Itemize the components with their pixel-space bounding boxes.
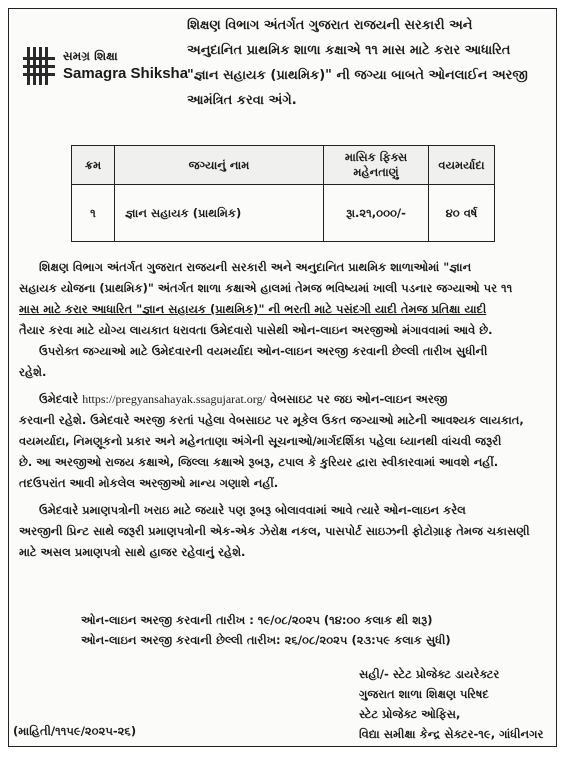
cell-salary: રૂા.૨૧,૦૦૦/- [324, 185, 429, 242]
website-prefix: ઉમેદવારે [39, 392, 79, 406]
title-line: શિક્ષણ વિભાગ અંતર્ગત ગુજરાત રાજયની સરકારી અને [187, 18, 473, 33]
title-line: "જ્ઞાન સહાયક (પ્રાથમિક)" ની જગ્યા બાબતે ઓનલાઈન અરજી [187, 68, 528, 83]
reference-number: (માહિતી/૧૧૫૯/૨૦૨૫-૨૬) [13, 724, 137, 738]
body-line: તૈયાર કરવા માટે યોગ્ય લાયકાત ધરાવતા ઉમેદવારો પાસેથી ઓન-લાઇન અરજીઓ મંગાવવામાં આવે છે. [19, 323, 493, 337]
title-line: આમંત્રિત કરવા અંગે. [187, 93, 297, 108]
body-line: સહાયક યોજના (પ્રાથમિક)" અંતર્ગત શાળા કક્ષાએ હાલમાં તેમજ ભવિષ્યમાં ખાલી પડનાર જગ્યાઓ પર ૧૧ [19, 281, 513, 295]
title-line: અનુદાનિત પ્રાથમિક શાળા કક્ષાએ ૧૧ માસ માટે કરાર આધારિત [187, 43, 511, 58]
cell-sr: ૧ [72, 185, 115, 242]
cell-post: જ્ઞાન સહાયક (પ્રાથમિક) [115, 185, 324, 242]
table-header-row [72, 146, 495, 185]
body-line: રહેશે. [19, 365, 47, 379]
header [9, 9, 556, 137]
samagra-shiksha-logo [19, 45, 189, 101]
signature-line: સહી/- સ્ટેટ પ્રોજેક્ટ ડાયરેક્ટર [359, 667, 500, 681]
logo-mark-icon [23, 45, 59, 89]
table-row [72, 185, 495, 242]
header-salary: માસિક ફિક્સ મહેનતાણું [324, 146, 429, 185]
application-dates [81, 610, 541, 650]
cell-age: ૪૦ વર્ષ [429, 185, 495, 242]
signature-block [359, 664, 549, 744]
header-age: વયમર્યાદા [429, 146, 495, 185]
body-line-website [19, 389, 549, 410]
body-line: તદઉપરાંત આવી મોકલેલ અરજીઓ માન્ય ગણાશે નહીં. [19, 476, 279, 490]
body-line: માસ માટે કરાર આધારિત "જ્ઞાન સહાયક (પ્રાથમિક)" ની ભરતી માટે પસંદગી યાદી તેમજ પ્રતિક્ષા યાદી [19, 302, 487, 316]
body-line: છે. આ અરજીઓ રાજય કક્ષાએ, જિલ્લા કક્ષાએ રૂબરૂ, ટપાલ કે કુરિયર દ્વારા સ્વીકારવામાં આવશે નહીં. [19, 455, 499, 469]
last-date: ઓન-લાઇન અરજી કરવાની છેલ્લી તારીખ: ૨૬/૦૮/૨૦૨૫ (૨૩:૫૯ કલાક સુધી) [81, 633, 451, 647]
body-line: ઉપરોક્ત જગ્યાઓ માટે ઉમેદવારની વયમર્યાદા ઓન-લાઇન અરજી કરવાની છેલ્લી તારીખ સુધીની [39, 344, 488, 358]
posts-table [71, 145, 495, 242]
body-line: શિક્ષણ વિભાગ અંતર્ગત ગુજરાત રાજયની સરકારી અને અનુદાનિત પ્રાથમિક શાળાઓમાં "જ્ઞાન [39, 260, 472, 274]
body-line: વયમર્યાદા, નિમણૂકનો પ્રકાર અને મહેનતાણા અંગેની સૂચનાઓ/માર્ગદર્શિકા પહેલા ધ્યાનથી વાંચવી જરૂરી [19, 434, 502, 448]
body-line: માટે અસલ પ્રમાણપત્રો સાથે હાજર રહેવાનું રહેશે. [19, 545, 246, 559]
header-post: જગ્યાનું નામ [115, 146, 324, 185]
notice-body [19, 257, 549, 563]
body-line: ઉમેદવારે પ્રમાણપત્રોની ખરાઇ માટે જયારે પણ રૂબરૂ બોલાવવામાં આવે ત્યારે ઓન-લાઇન કરેલ [39, 503, 466, 517]
body-line: કરવાની રહેશે. ઉમેદવારે અરજી કરતાં પહેલા વેબસાઇટ પર મૂકેલ ઉકત જગ્યાઓ માટેની આવશ્યક લાયકાત, [19, 413, 524, 427]
website-suffix: વેબસાઇટ પર જઇ ઓન-લાઇન અરજી [269, 392, 448, 406]
signature-line: વિદ્યા સમીક્ષા કેન્દ્ર સેક્ટર-૧૯, ગાંધીનગર [359, 727, 544, 741]
logo-name-english: Samagra Shiksha [63, 65, 189, 82]
logo-name-gujarati: સમગ્ર શિક્ષા [63, 49, 118, 63]
website-link[interactable]: https://pregyansahayak.ssagujarat.org/ [82, 392, 266, 406]
signature-line: ગુજરાત શાળા શિક્ષણ પરિષદ [359, 687, 489, 701]
signature-line: સ્ટેટ પ્રોજેક્ટ ઓફિસ, [359, 707, 461, 721]
advertisement-page [8, 8, 557, 747]
start-date: ઓન-લાઇન અરજી કરવાની તારીખ : ૧૯/૦૮/૨૦૨૫ (૧૪:૦૦ કલાક થી શરૂ) [81, 613, 433, 627]
body-line: અરજીની પ્રિન્ટ સાથે જરૂરી પ્રમાણપત્રોની એક-એક ઝેરોક્ષ નકલ, પાસપોર્ટ સાઇઝની ફોટોગ્રાફ તેમજ ચકાસણી [19, 524, 530, 538]
header-sr: ક્રમ [72, 146, 115, 185]
notice-title [187, 13, 549, 113]
